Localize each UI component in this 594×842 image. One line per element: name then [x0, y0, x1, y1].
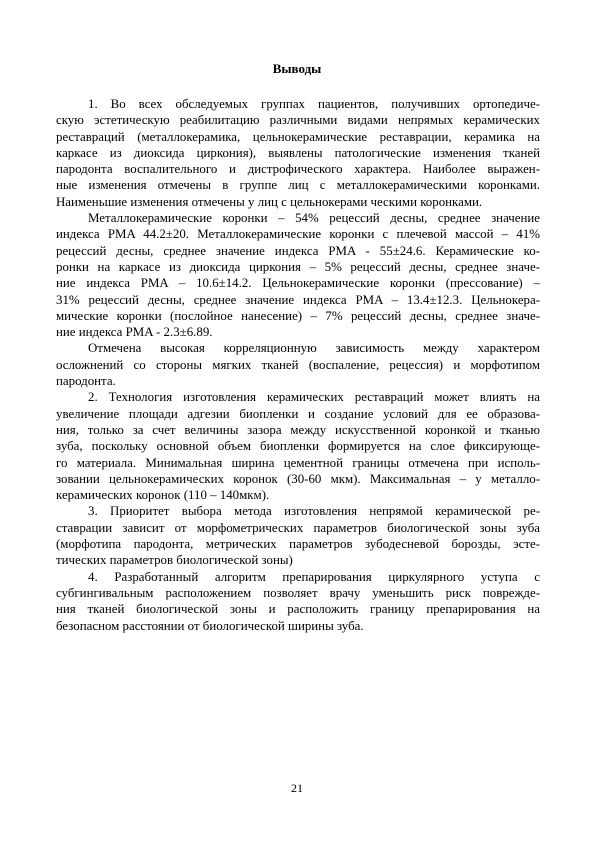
- text-line: керамических коронок (110 – 140мкм).: [56, 488, 270, 503]
- text-line: осложнений со стороны мягких тканей (воспаление, рецессия) и морфотипом: [56, 357, 540, 372]
- text-line: 3. Приоритет выбора метода изготовления непрямой керамической ре-: [88, 504, 540, 519]
- text-line: Отмечена высокая корреляционную зависимость между характером: [88, 341, 540, 356]
- text-line: 2. Технология изготовления керамических реставраций может влиять на: [88, 390, 540, 405]
- text-line: каркасе из диоксида циркония), выявлены патологические изменения тканей: [56, 145, 540, 160]
- text-line: субгингивальным расположением позволяет врачу уменьшить риск поврежде-: [56, 585, 540, 600]
- text-line: мические коронки (послойное нанесение) – 7% рецессий десны, среднее значе-: [56, 308, 540, 323]
- text-line: ния тканей биологической зоны и расположить границу препарирования на: [56, 602, 540, 617]
- text-line: индекса PMA 44.2±20. Металлокерамические коронки с плечевой массой – 41%: [56, 227, 540, 242]
- text-line: зовании цельнокерамических коронок (30-60 мкм). Максимальная – у металло-: [56, 471, 540, 486]
- text-line: рецессий десны, среднее значение индекса PMA - 55±24.6. Керамические ко-: [56, 243, 540, 258]
- text-line: безопасном расстоянии от биологической ширины зуба.: [56, 618, 364, 633]
- text-line: 31% рецессий десны, среднее значение индекса PMA – 13.4±12.3. Цельнокера-: [56, 292, 540, 307]
- text-line: увеличение площади адгезии биопленки и создание условий для ее образова-: [56, 406, 540, 421]
- text-line: 4. Разработанный алгоритм препарирования циркулярного уступа с: [88, 569, 540, 584]
- text-line: (морфотипа пародонта, метрических параметров зубодесневой борозды, эсте-: [56, 537, 540, 552]
- text-line: скую эстетическую реабилитацию различными видами непрямых керамических: [56, 113, 540, 128]
- text-line: ние индекса PMA – 10.6±14.2. Цельнокерамические коронки (прессование) –: [56, 276, 540, 291]
- text-line: ные изменения отмечены в группе лиц с металлокерамическими коронками.: [56, 178, 540, 193]
- text-line: пародонта воспалительного и дистрофического характера. Наиболее выражен-: [56, 162, 540, 177]
- text-line: ния, только за счет величины зазора между искусственной коронкой и тканью: [56, 422, 540, 437]
- text-line: тических параметров биологической зоны): [56, 553, 293, 568]
- text-line: ставрации зависит от морфометрических параметров биологической зоны зуба: [56, 520, 540, 535]
- text-line: Металлокерамические коронки – 54% рецессий десны, среднее значение: [88, 211, 540, 226]
- text-line: ние индекса PMA - 2.3±6.89.: [56, 325, 213, 340]
- text-line: Наименьшие изменения отмечены у лиц с цельнокерами ческими коронками.: [56, 194, 483, 209]
- text-line: го материала. Минимальная ширина цементной границы отмечена при исполь-: [56, 455, 540, 470]
- text-line: ронки на каркасе из диоксида циркония – 5% рецессий десны, среднее значе-: [56, 259, 540, 274]
- text-line: пародонта.: [56, 374, 116, 389]
- text-line: зуба, поскольку основной объем биопленки формируется на слое фиксирующе-: [56, 439, 540, 454]
- page-title: Выводы: [272, 61, 322, 76]
- conclusions-body: [56, 96, 540, 634]
- page-number: 21: [291, 781, 303, 795]
- text-line: реставраций (металлокерамика, цельнокерамические реставрации, керамика на: [56, 129, 540, 144]
- text-line: 1. Во всех обследуемых группах пациентов, получивших ортопедиче-: [88, 97, 540, 111]
